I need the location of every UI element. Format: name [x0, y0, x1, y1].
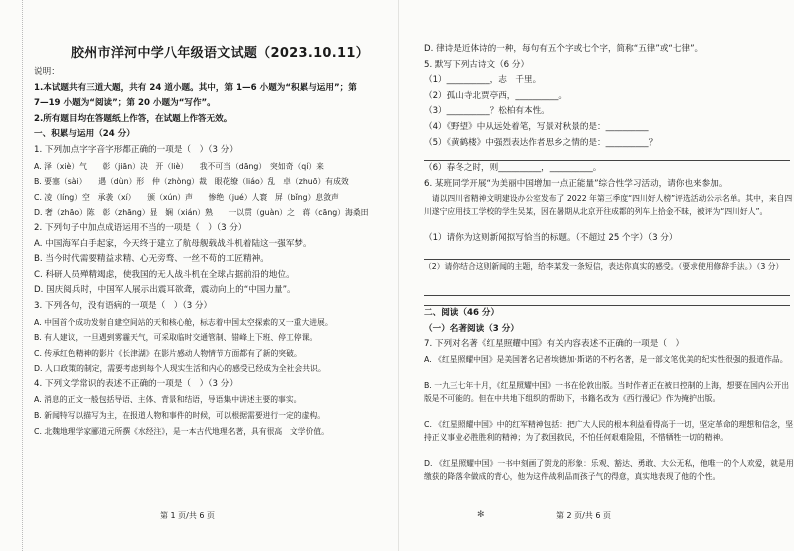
answer-line — [424, 247, 790, 260]
option-line: A. 中国海军白手起家，今天终于建立了航母舰载战斗机着陆这一强军梦。 — [34, 238, 312, 249]
option-line: B. 新闻特写以描写为主，在报道人物和事件的时候，可以根据需要进行一定的虚构。 — [34, 411, 325, 421]
option-line: A. 《红星照耀中国》是美国著名记者埃德加·斯诺的不朽名著，是一部文笔优美的纪实性很强的报道作品。 — [424, 354, 788, 364]
question-stem: 2. 下列句子中加点成语运用不当的一项是（ ）（3 分） — [34, 222, 247, 233]
scan-mark-icon: ✻ — [477, 510, 485, 520]
option-line: C. 凌（líng）空 承袭（xí） 颁（xún）声 惨绝（jué）人寰 屏（bǐng）息敛声 — [34, 192, 339, 202]
dictation-line: （5）《黄鹤楼》中强烈表达作者思乡之情的是：__________？ — [424, 137, 658, 148]
question-stem: 6. 某班同学开展“为美丽中国增加一点正能量”综合性学习活动，请你也来参加。 — [424, 178, 728, 189]
option-line: B. 有人建议，一旦遇到雾霾天气，可采取临时交通管制、错峰上下班、停工停课。 — [34, 333, 318, 343]
question-stem: 7. 下列对名著《红星照耀中国》有关内容表述不正确的一项是（ ） — [424, 339, 685, 350]
page-2 — [424, 0, 794, 551]
option-line: B. 要塞（sài） 遇（dùn）形 仲（zhòng）裁 眼花缭（liáo）乱 卓（zhuō）有成效 — [34, 177, 349, 187]
option-line: C. 科研人员殚精竭虑，使我国的无人战斗机在全球占据前沿的地位。 — [34, 269, 295, 280]
sub-question: （2）请你结合这则新闻的主题，给李某发一条短信，表达你真实的感受。（要求使用修辞手法。）（3 分） — [424, 261, 784, 271]
page-1 — [34, 0, 406, 551]
answer-line — [424, 151, 790, 161]
option-line: D. 国庆阅兵时，中国军人展示出震耳欲聋，震动向上的“中国力量”。 — [34, 285, 296, 296]
subsection-heading: （一）名著阅读（3 分） — [424, 323, 519, 334]
instructions-heading: 说明： — [34, 67, 60, 77]
page-number: 第 2 页/共 6 页 — [556, 511, 612, 520]
section-heading: 二、阅读（46 分） — [424, 307, 500, 318]
dictation-line: （2）孤山寺北贾亭西，__________。 — [424, 90, 567, 101]
question-stem: 3. 下列各句，没有语病的一项是（ ）（3 分） — [34, 300, 213, 311]
option-line: D. 奢（zhāo）陈 彰（zhāng）显 娴（xián）熟 一以贯（guàn）之 蒋（cāng）海桑田 — [34, 208, 369, 218]
option-line: A. 消息的正文一般包括导语、主体、背景和结语，导语集中讲述主要的事实。 — [34, 395, 302, 405]
section-heading: 一、积累与运用（24 分） — [34, 129, 135, 140]
option-line: B. 一九三七年十月，《红星照耀中国》一书在伦敦出版。当时作者正在被日控制的上海，想要在国内公开出版是不可能的。但在中共地下组织的帮助下，书籍名改为《西行漫记》作为掩护出版。 — [424, 380, 790, 403]
option-line: A. 泽（xiè）气 彰（jiān）决 开（liè） 我不可当（dāng） 突如奇（qí）来 — [34, 161, 324, 171]
page-number: 第 1 页/共 6 页 — [160, 511, 216, 520]
option-line: C. 北魏地理学家郦道元所撰《水经注》，是一本古代地理名著，具有很高 文学价值。 — [34, 426, 329, 436]
exam-title: 胶州市洋河中学八年级语文试题（2023.10.11） — [70, 46, 370, 61]
instruction-line: 2.所有题目均在答题纸上作答，在试题上作答无效。 — [34, 113, 233, 124]
option-line: B. 当今时代需要精益求精、心无旁骛、一丝不苟的工匠精神。 — [34, 254, 269, 265]
dictation-line: （1）__________，志 千里。 — [424, 75, 542, 86]
binding-margin — [8, 0, 23, 551]
sub-question: （1）请你为这则新闻拟写恰当的标题。（不超过 25 个字）（3 分） — [424, 233, 678, 244]
option-line: C. 《红星照耀中国》中的红军精神包括：把广大人民的根本利益看得高于一切，坚定革命的理想和信念，坚持正义事业必胜胜利的精神；为了救国救民，不怕任何艰难险阻，不惜牺牲一切的精神。 — [424, 419, 794, 442]
question-stem: 4. 下列文学常识的表述不正确的一项是（ ）（3 分） — [34, 378, 238, 389]
option-line: A. 中国首个成功发射自建空间站的天和核心舱，标志着中国太空探索的又一重大进展。 — [34, 317, 333, 327]
answer-line — [424, 286, 790, 296]
dictation-line: （6）春冬之时，则__________，__________。 — [424, 163, 602, 174]
question-stem: 1. 下列加点字字音字形都正确的一项是（ ）（3 分） — [34, 144, 238, 155]
answer-line — [424, 296, 790, 306]
option-line: C. 传承红色精神的影片《长津湖》在影片感动人物情节方面都有了新的突破。 — [34, 348, 302, 358]
news-passage: 请以四川省精神文明建设办公室发布了 2022 年第三季度“四川好人榜”评选活动公示名单。其中，来自四川遂宁应用技工学校的学生吴某，因在暑期从北京开往成都的列车上拾金不昧，被评为“四川好人”。 — [424, 194, 793, 217]
instruction-line: 1.本试题共有三道大题，共有 24 道小题。其中，第 1—6 小题为“积累与运用”；第 — [34, 82, 357, 93]
option-line: D. 律诗是近体诗的一种，每句有五个字或七个字，简称“五律”或“七律”。 — [424, 44, 704, 54]
dictation-line: （4）《野望》中从远处着笔，写景对秋景的是：__________ — [424, 121, 649, 132]
option-line: D. 人口政策的制定，需要考虑到每个人现实生活和内心的感受已经成为全社会共识。 — [34, 364, 326, 374]
dictation-line: （3）__________？松柏有本性。 — [424, 106, 550, 117]
instruction-line: 7—19 小题为“阅读”；第 20 小题为“写作”。 — [34, 98, 216, 109]
question-stem: 5. 默写下列古诗文（6 分） — [424, 59, 530, 70]
option-line: D. 《红星照耀中国》一书中刻画了贺龙的形象：乐观、豁达、勇敢、大公无私，他唯一的个人欢爱，就是用缴获的降落伞做成的背心，他为这件战利品而孩子气的得意，真实地表现了他的个性。 — [424, 458, 794, 481]
